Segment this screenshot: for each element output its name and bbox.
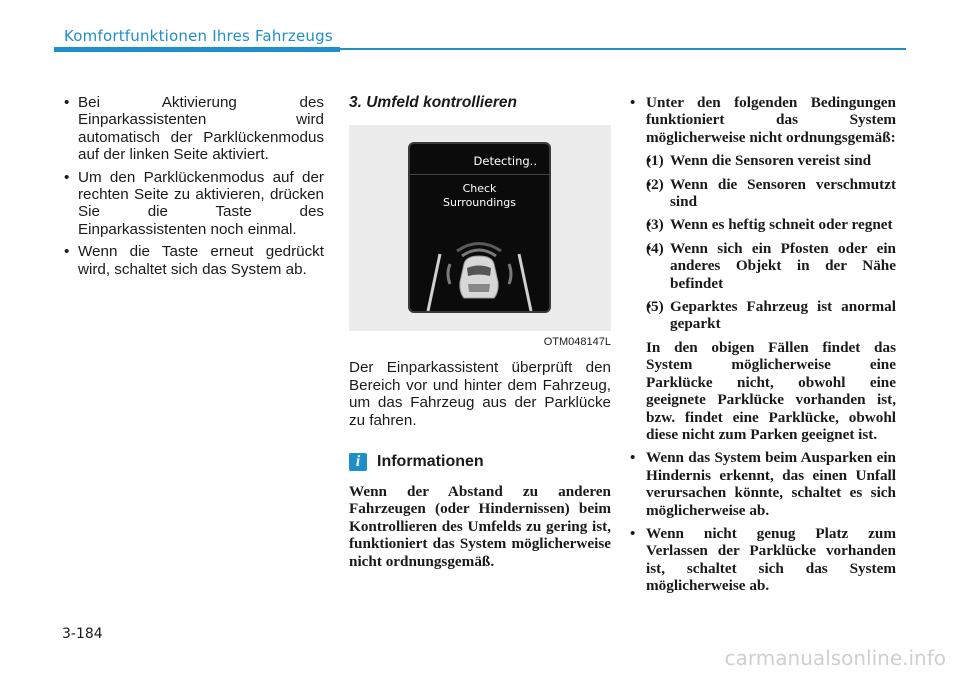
info-icon: i (349, 453, 367, 471)
header-rule-thick (54, 47, 340, 52)
list-item: • Wenn nicht genug Platz zum Verlassen der Parklücke vorhanden ist, schaltet sich das System möglicherweise ab. (630, 525, 896, 595)
page-number: 3-184 (62, 626, 103, 642)
numbered-item (646, 298, 896, 333)
info-heading: Informationen (377, 453, 484, 471)
note-paragraph: In den obigen Fällen findet das System möglicherweise eine Parklücke nicht, obwohl eine geeignete Parklücke vorhanden ist, bzw. findet eine Parklücke, obwohl diese nicht zum Parken geeignet ist. (646, 338, 896, 443)
numbered-list (646, 152, 896, 333)
numbered-item (646, 216, 896, 233)
item-text: Wenn sich ein Pfosten oder ein anderes Objekt in der Nähe befindet (670, 239, 896, 292)
item-number: • (2) (646, 175, 664, 193)
list-item: • Um den Parklückenmodus auf der rechten Seite zu aktivieren, drücken Sie die Taste des Einparkassistenten noch einmal. (62, 169, 324, 239)
list-item-text: • Unter den folgenden Bedingungen funktioniert das System möglicherweise nicht ordnungsgemäß: (646, 94, 896, 146)
item-number: • (3) (646, 216, 664, 234)
info-text: Wenn der Abstand zu anderen Fahrzeugen (oder Hindernissen) beim Kontrollieren des Umfelds zu gering ist, funktioniert das System möglicherweise nicht ordnungsgemäß. (349, 483, 611, 570)
numbered-item (646, 176, 896, 211)
section-heading: 3. Umfeld kontrollieren (349, 94, 517, 111)
figure-parking-display (349, 125, 611, 331)
header-rule-thin (340, 48, 906, 50)
bullet-list (62, 94, 324, 278)
info-box-header (349, 453, 611, 471)
list-item (630, 94, 896, 443)
body-paragraph: Der Einparkassistent überprüft den Bereich vor und hinter dem Fahrzeug, um das Fahrzeug aus der Parklücke zu fahren. (349, 359, 611, 429)
item-number: • (1) (646, 152, 664, 170)
numbered-item (646, 240, 896, 292)
item-number: • (5) (646, 298, 664, 316)
item-text: Wenn die Sensoren verschmutzt sind (670, 175, 896, 211)
item-number: • (4) (646, 239, 664, 257)
display-message: Check Surroundings (443, 182, 516, 209)
list-item: • Wenn das System beim Ausparken ein Hindernis erkennt, das einen Unfall verursachen könnte, schaltet es sich möglicherweise ab. (630, 449, 896, 519)
section-header-title: Komfortfunktionen Ihres Fahrzeugs (64, 27, 333, 45)
numbered-item (646, 152, 896, 169)
bullet-list (630, 94, 896, 595)
column-middle (349, 94, 611, 570)
list-item: • Bei Aktivierung des Einparkassistenten wird automatisch der Parklückenmodus auf der linken Seite aktiviert. (62, 94, 324, 164)
column-right (630, 94, 896, 601)
cluster-display (410, 144, 549, 311)
list-item: • Wenn die Taste erneut gedrückt wird, schaltet sich das System ab. (62, 243, 324, 278)
watermark: carmanualsonline.info (724, 646, 946, 670)
item-text: Geparktes Fahrzeug ist anormal geparkt (670, 298, 896, 333)
item-text: Wenn es heftig schneit oder regnet (670, 216, 893, 234)
item-text: Wenn die Sensoren vereist sind (670, 152, 872, 170)
display-topbar (410, 144, 549, 175)
car-sensor-icon (410, 234, 549, 311)
figure-code: OTM048147L (543, 336, 611, 348)
column-left (62, 94, 324, 283)
display-status-text: Detecting.. (473, 154, 537, 168)
